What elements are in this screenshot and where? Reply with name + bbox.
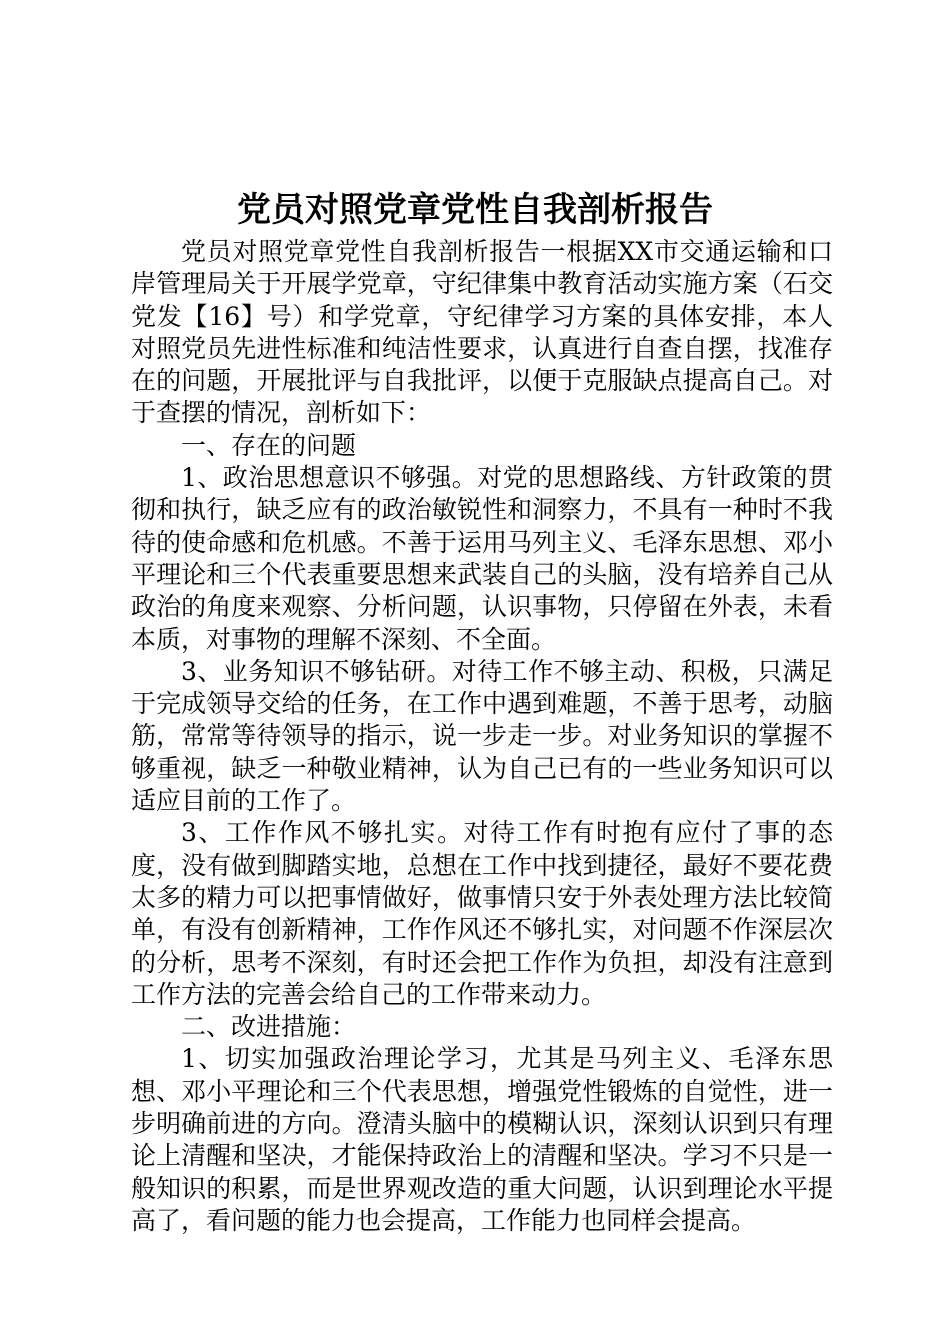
document-body (131, 236, 833, 1237)
paragraph-business-knowledge: 3、业务知识不够钻研。对待工作不够主动、积极，只满足于完成领导交给的任务，在工作中遇到难题，不善于思考，动脑筋，常常等待领导的指示，说一步走一步。对业务知识的掌握不够重视，缺乏一种敬业精神，认为自己已有的一些业务知识可以适应目前的工作了。 (131, 656, 833, 816)
paragraph-work-style: 3、工作作风不够扎实。对待工作有时抱有应付了事的态度，没有做到脚踏实地，总想在工作中找到捷径，最好不要花费太多的精力可以把事情做好，做事情只安于外表处理方法比较简单，有没有创新精神，工作作风还不够扎实，对问题不作深层次的分析，思考不深刻，有时还会把工作作为负担，却没有注意到工作方法的完善会给自己的工作带来动力。 (131, 818, 833, 1009)
heading-improvements: 二、改进措施： (181, 1012, 357, 1042)
paragraph-intro: 党员对照党章党性自我剖析报告一根据XX市交通运输和口岸管理局关于开展学党章，守纪律集中教育活动实施方案（石交党发【16】号）和学党章，守纪律学习方案的具体安排，本人对照党员先进性标准和纯洁性要求，认真进行自查自摆，找准存在的问题，开展批评与自我批评，以便于克服缺点提高自己。对于查摆的情况，剖析如下： (131, 237, 833, 428)
heading-problems: 一、存在的问题 (181, 430, 357, 460)
paragraph-political-awareness: 1、政治思想意识不够强。对党的思想路线、方针政策的贯彻和执行，缺乏应有的政治敏锐性和洞察力，不具有一种时不我待的使命感和危机感。不善于运用马列主义、毛泽东思想、邓小平理论和三个代表重要思想来武装自己的头脑，没有培养自己从政治的角度来观察、分析问题，认识事物，只停留在外表，未看本质，对事物的理解不深刻、不全面。 (131, 463, 833, 654)
paragraph-theory-study: 1、切实加强政治理论学习，尤其是马列主义、毛泽东思想、邓小平理论和三个代表思想，增强党性锻炼的自觉性，进一步明确前进的方向。澄清头脑中的模糊认识，深刻认识到只有理论上清醒和坚决，才能保持政治上的清醒和坚决。学习不只是一般知识的积累，而是世界观改造的重大问题，认识到理论水平提高了，看问题的能力也会提高，工作能力也同样会提高。 (131, 1044, 833, 1235)
document-title: 党员对照党章党性自我剖析报告 (237, 190, 713, 230)
